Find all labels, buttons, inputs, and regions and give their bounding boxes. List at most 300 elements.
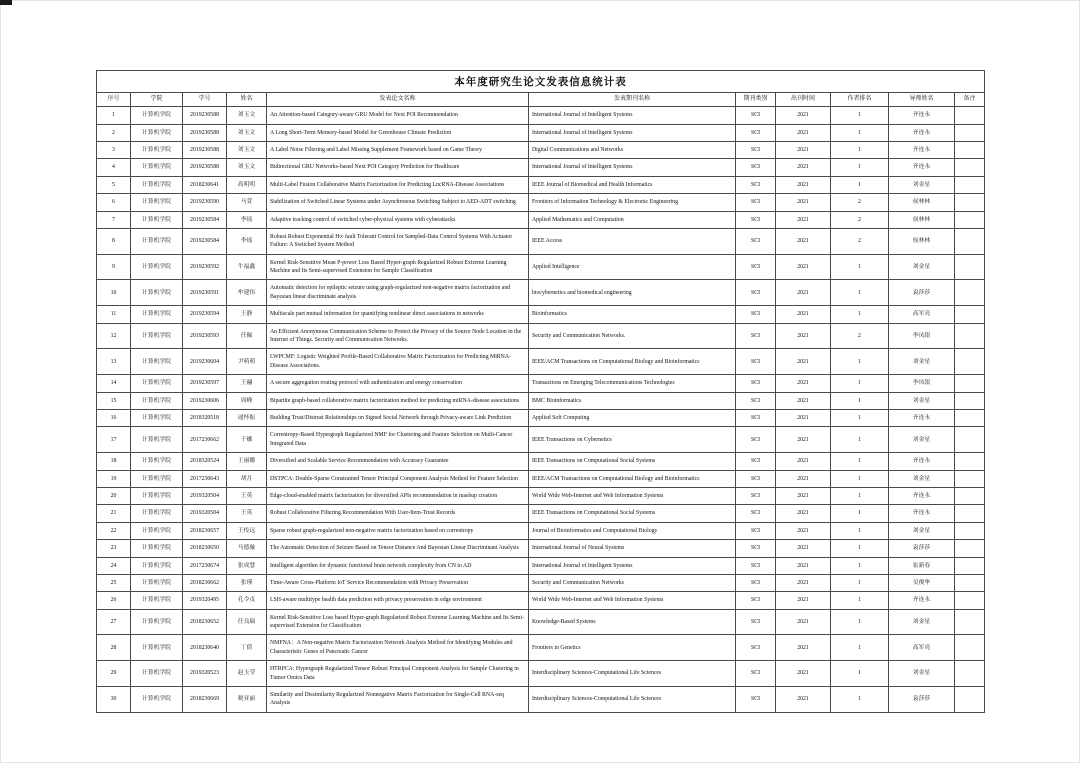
cell-paper-title: Building Trust/Distrust Relationships on Signed Social Network through Privacy-aware Link Prediction [267,410,529,427]
cell-index: 27 [97,609,131,635]
cell-publish-date: 2021 [776,574,831,591]
cell-index: 9 [97,254,131,280]
cell-index: 15 [97,392,131,409]
cell-college: 计算机学院 [131,487,183,504]
cell-advisor-name: 齐连永 [889,487,955,504]
cell-student-id: 2019230588 [183,124,227,141]
cell-author-rank: 2 [831,211,889,228]
cell-name: 逯怀振 [227,410,267,427]
cell-name: 周峰 [227,392,267,409]
cell-name: 王静 [227,306,267,323]
cell-name: 张成慧 [227,557,267,574]
cell-paper-title: Multiscale part mutual information for quantifying nonlinear direct associations in networks [267,306,529,323]
cell-author-rank: 1 [831,107,889,124]
cell-advisor-name: 刘金星 [889,176,955,193]
cell-college: 计算机学院 [131,609,183,635]
cell-journal-type: SCI [736,687,776,713]
table-row [97,194,985,211]
cell-paper-title: Robust Robust Exponential H∞ fault Tolerant Control for Sampled-Data Control Systems With Actuator Failure: A Switched System Method [267,228,529,254]
cell-paper-title: LSH-aware multitype health data prediction with privacy preservation in edge environment [267,592,529,609]
cell-name: 王传远 [227,522,267,539]
cell-author-rank: 1 [831,176,889,193]
cell-college: 计算机学院 [131,410,183,427]
cell-student-id: 2019230604 [183,349,227,375]
cell-journal-type: SCI [736,592,776,609]
cell-paper-title: DSTPCA: Double-Sparse Constrained Tensor Principal Component Analysis Method for Feature Selection [267,470,529,487]
cell-journal-type: SCI [736,176,776,193]
cell-name: 胡月 [227,470,267,487]
cell-journal-type: SCI [736,349,776,375]
cell-college: 计算机学院 [131,522,183,539]
col-college: 学院 [131,93,183,107]
table-row [97,687,985,713]
cell-student-id: 2019230588 [183,159,227,176]
cell-student-id: 2018230662 [183,574,227,591]
cell-student-id: 2018230650 [183,540,227,557]
table-row [97,453,985,470]
table-row [97,306,985,323]
cell-journal-type: SCI [736,141,776,158]
cell-advisor-name: 齐连永 [889,107,955,124]
cell-journal-type: SCI [736,375,776,392]
cell-student-id: 2018320524 [183,453,227,470]
cell-journal-name: International Journal of Intelligent Systems [529,124,736,141]
cell-college: 计算机学院 [131,540,183,557]
cell-remark [955,505,985,522]
cell-publish-date: 2021 [776,470,831,487]
cell-index: 21 [97,505,131,522]
cell-index: 17 [97,427,131,453]
col-journal-name: 发表期刊名称 [529,93,736,107]
document-sheet [96,70,984,713]
cell-remark [955,453,985,470]
cell-paper-title: Time-Aware Cross-Platform IoT Service Recommendation with Privacy Preservation [267,574,529,591]
cell-publish-date: 2021 [776,375,831,392]
cell-student-id: 2018320518 [183,410,227,427]
table-title-row [97,71,985,93]
cell-name: 马萱 [227,194,267,211]
table-row [97,410,985,427]
cell-publish-date: 2021 [776,124,831,141]
cell-journal-type: SCI [736,194,776,211]
cell-publish-date: 2021 [776,194,831,211]
cell-journal-name: IEEE Access [529,228,736,254]
cell-paper-title: Multi-Label Fusion Collaborative Matrix Factorization for Predicting LncRNA-Disease Associations [267,176,529,193]
cell-index: 3 [97,141,131,158]
cell-publish-date: 2021 [776,107,831,124]
table-row [97,470,985,487]
cell-paper-title: LWPCMF: Logistic Weighted Profile-Based Collaborative Matrix Factorization for Predicting MiRNA-Disease Associations. [267,349,529,375]
cell-name: 牛福鑫 [227,254,267,280]
cell-journal-name: Applied Soft Computing [529,410,736,427]
cell-journal-name: IEEE Journal of Biomedical and Health Informatics [529,176,736,193]
table-title: 本年度研究生论文发表信息统计表 [97,71,985,93]
cell-advisor-name: 吴俊华 [889,574,955,591]
cell-journal-name: Digital Communications and Networks [529,141,736,158]
cell-publish-date: 2021 [776,141,831,158]
cell-college: 计算机学院 [131,141,183,158]
cell-student-id: 2019230584 [183,211,227,228]
cell-remark [955,427,985,453]
cell-remark [955,323,985,349]
col-name: 姓名 [227,93,267,107]
cell-journal-type: SCI [736,159,776,176]
cell-journal-name: biocybernetics and biomedical engineering [529,280,736,306]
cell-paper-title: The Automatic Detection of Seizure Based on Tensor Distance And Bayesian Linear Discriminant Analysis [267,540,529,557]
cell-college: 计算机学院 [131,687,183,713]
cell-student-id: 2019320504 [183,505,227,522]
cell-journal-name: Applied Intelligence [529,254,736,280]
cell-remark [955,107,985,124]
table-body [97,107,985,713]
cell-advisor-name: 高军亮 [889,306,955,323]
cell-author-rank: 1 [831,470,889,487]
cell-publish-date: 2021 [776,159,831,176]
cell-publish-date: 2021 [776,609,831,635]
cell-college: 计算机学院 [131,211,183,228]
cell-journal-type: SCI [736,280,776,306]
cell-college: 计算机学院 [131,505,183,522]
cell-journal-name: IEEE/ACM Transactions on Computational Biology and Bioinformatics [529,349,736,375]
col-paper-title: 发表论文名称 [267,93,529,107]
cell-paper-title: A secure aggregation routing protocol with authentication and energy conservation [267,375,529,392]
table-row [97,540,985,557]
cell-journal-name: Security and Communication Networks. [529,323,736,349]
cell-paper-title: An Efficient Anonymous Communication Scheme to Protect the Privacy of the Source Node Location in the Internet of Things. Security and Communication Networks. [267,323,529,349]
cell-author-rank: 1 [831,159,889,176]
cell-author-rank: 1 [831,540,889,557]
cell-college: 计算机学院 [131,375,183,392]
cell-journal-type: SCI [736,228,776,254]
cell-journal-name: IEEE Transactions on Cybernetics [529,427,736,453]
cell-journal-name: BMC Bioinformatics [529,392,736,409]
cell-journal-name: International Journal of Neural Systems [529,540,736,557]
cell-journal-name: Applied Mathematics and Computation [529,211,736,228]
cell-advisor-name: 刘金星 [889,661,955,687]
cell-index: 16 [97,410,131,427]
cell-journal-type: SCI [736,661,776,687]
cell-student-id: 2019230597 [183,375,227,392]
cell-journal-type: SCI [736,609,776,635]
cell-paper-title: Diversified and Scalable Service Recommendation with Accuracy Guarantee [267,453,529,470]
cell-advisor-name: 齐连永 [889,141,955,158]
cell-name: 任佩 [227,323,267,349]
cell-publish-date: 2021 [776,306,831,323]
cell-index: 8 [97,228,131,254]
cell-author-rank: 1 [831,427,889,453]
cell-journal-type: SCI [736,427,776,453]
cell-advisor-name: 刘金星 [889,522,955,539]
cell-remark [955,141,985,158]
cell-index: 19 [97,470,131,487]
cell-name: 刘玉文 [227,159,267,176]
cell-journal-name: Knowledge-Based Systems [529,609,736,635]
cell-college: 计算机学院 [131,159,183,176]
cell-journal-type: SCI [736,124,776,141]
cell-paper-title: Bidirectional GRU Networks-based Next POI Category Prediction for Healthcare [267,159,529,176]
cell-advisor-name: 齐连永 [889,124,955,141]
cell-publish-date: 2021 [776,349,831,375]
cell-name: 王丽娜 [227,453,267,470]
cell-paper-title: A Label Noise Filtering and Label Missing Supplement Framework based on Game Theory [267,141,529,158]
cell-college: 计算机学院 [131,635,183,661]
cell-publish-date: 2021 [776,410,831,427]
cell-name: 李瑶 [227,228,267,254]
cell-name: 丁倩 [227,635,267,661]
col-journal-type: 期刊类别 [736,93,776,107]
cell-author-rank: 2 [831,194,889,211]
cell-advisor-name: 崔新春 [889,557,955,574]
cell-journal-name: World Wide Web-Internet and Web Information Systems [529,592,736,609]
cell-journal-type: SCI [736,453,776,470]
cell-name: 王英 [227,505,267,522]
cell-remark [955,349,985,375]
cell-author-rank: 1 [831,592,889,609]
col-index: 序号 [97,93,131,107]
cell-index: 24 [97,557,131,574]
cell-paper-title: HTRPCA: Hypergraph Regularized Tensor Robust Principal Component Analysis for Sample Clustering in Tumor Omics Data [267,661,529,687]
table-row [97,487,985,504]
cell-remark [955,124,985,141]
cell-journal-name: IEEE Transactions on Computational Social Systems [529,453,736,470]
cell-paper-title: Automatic detection for epileptic seizure using graph-regularized non-negative matrix factorization and Bayesian linear discriminate analysis [267,280,529,306]
cell-advisor-name: 齐连永 [889,592,955,609]
cell-advisor-name: 齐连永 [889,453,955,470]
cell-student-id: 2019230594 [183,306,227,323]
cell-remark [955,609,985,635]
cell-journal-type: SCI [736,505,776,522]
cell-publish-date: 2021 [776,687,831,713]
cell-author-rank: 1 [831,254,889,280]
cell-publish-date: 2021 [776,280,831,306]
cell-student-id: 2017230643 [183,470,227,487]
cell-name: 王翮 [227,375,267,392]
cell-journal-name: Bioinformatics [529,306,736,323]
table-row [97,254,985,280]
cell-author-rank: 1 [831,392,889,409]
cell-name: 李瑶 [227,211,267,228]
cell-paper-title: Kernel Risk-Sensitive Loss based Hyper-graph Regularized Robust Extreme Learning Machine and Its Semi-supervised Extension for Classification [267,609,529,635]
cell-paper-title: NMFNA：A Non-negative Matrix Factorization Network Analysis Method for Identifying Modules and Characteristic Genes of Pancreatic Cancer [267,635,529,661]
cell-journal-type: SCI [736,306,776,323]
cell-author-rank: 1 [831,375,889,392]
cell-advisor-name: 李凤银 [889,375,955,392]
cell-advisor-name: 袁莎莎 [889,540,955,557]
cell-paper-title: An Attention-based Category-aware GRU Model for Next POI Recommendation [267,107,529,124]
cell-author-rank: 1 [831,306,889,323]
cell-journal-type: SCI [736,557,776,574]
cell-remark [955,522,985,539]
cell-journal-name: Frontiers of Information Technology & Electronic Engineering [529,194,736,211]
cell-index: 12 [97,323,131,349]
cell-student-id: 2019320495 [183,592,227,609]
cell-name: 王英 [227,487,267,504]
cell-author-rank: 2 [831,228,889,254]
cell-publish-date: 2021 [776,392,831,409]
cell-journal-type: SCI [736,392,776,409]
cell-journal-name: IEEE/ACM Transactions on Computational Biology and Bioinformatics [529,470,736,487]
cell-index: 5 [97,176,131,193]
cell-name: 于娜 [227,427,267,453]
cell-publish-date: 2021 [776,427,831,453]
cell-publish-date: 2021 [776,635,831,661]
cell-student-id: 2019230591 [183,280,227,306]
cell-student-id: 2019320504 [183,487,227,504]
cell-author-rank: 1 [831,522,889,539]
cell-journal-name: Security and Communication Networks [529,574,736,591]
cell-advisor-name: 刘金星 [889,609,955,635]
cell-remark [955,487,985,504]
col-student-id: 学号 [183,93,227,107]
cell-author-rank: 1 [831,609,889,635]
cell-author-rank: 1 [831,574,889,591]
cell-remark [955,687,985,713]
cell-name: 刘玉文 [227,124,267,141]
cell-publish-date: 2021 [776,453,831,470]
cell-journal-name: International Journal of Intelligent Systems [529,159,736,176]
cell-index: 6 [97,194,131,211]
cell-journal-name: Interdisciplinary Sciences-Computational Life Sciences [529,661,736,687]
cell-publish-date: 2021 [776,661,831,687]
table-row [97,522,985,539]
cell-advisor-name: 刘金星 [889,254,955,280]
cell-author-rank: 1 [831,687,889,713]
cell-publish-date: 2021 [776,323,831,349]
cell-remark [955,661,985,687]
cell-paper-title: Edge-cloud-enabled matrix factorization for diversified APIs recommendation in mashup creation [267,487,529,504]
cell-remark [955,280,985,306]
cell-publish-date: 2021 [776,487,831,504]
cell-journal-name: Frontiers in Genetics [529,635,736,661]
cell-student-id: 2018230640 [183,635,227,661]
table-row [97,635,985,661]
cell-index: 30 [97,687,131,713]
table-row [97,349,985,375]
cell-college: 计算机学院 [131,228,183,254]
cell-name: 尹萌萌 [227,349,267,375]
cell-paper-title: Adaptive tracking control of switched cyber-physical systems with cyberattacks [267,211,529,228]
cell-remark [955,540,985,557]
cell-college: 计算机学院 [131,349,183,375]
cell-index: 14 [97,375,131,392]
cell-journal-type: SCI [736,323,776,349]
cell-journal-type: SCI [736,254,776,280]
cell-remark [955,592,985,609]
cell-advisor-name: 齐连永 [889,505,955,522]
cell-student-id: 2017230674 [183,557,227,574]
cell-college: 计算机学院 [131,176,183,193]
col-remark: 备注 [955,93,985,107]
cell-publish-date: 2021 [776,254,831,280]
cell-paper-title: Sparse robust graph-regularized non-negative matrix factorization based on correntropy [267,522,529,539]
cell-journal-type: SCI [736,522,776,539]
cell-author-rank: 1 [831,661,889,687]
cell-college: 计算机学院 [131,323,183,349]
cell-college: 计算机学院 [131,574,183,591]
cell-college: 计算机学院 [131,392,183,409]
table-row [97,427,985,453]
cell-author-rank: 1 [831,124,889,141]
cell-author-rank: 2 [831,323,889,349]
cell-author-rank: 1 [831,280,889,306]
cell-journal-type: SCI [736,574,776,591]
cell-index: 18 [97,453,131,470]
cell-student-id: 2019230584 [183,228,227,254]
cell-journal-type: SCI [736,635,776,661]
cell-journal-name: IEEE Transactions on Computational Social Systems [529,505,736,522]
cell-advisor-name: 侯林林 [889,194,955,211]
cell-student-id: 2018230641 [183,176,227,193]
col-author-rank: 作者排名 [831,93,889,107]
cell-advisor-name: 齐连永 [889,410,955,427]
cell-college: 计算机学院 [131,557,183,574]
cell-remark [955,410,985,427]
cell-paper-title: Bipartite graph-based collaborative matrix factorization method for predicting miRNA-disease associations [267,392,529,409]
cell-college: 计算机学院 [131,661,183,687]
cell-advisor-name: 刘金星 [889,427,955,453]
cell-author-rank: 1 [831,487,889,504]
cell-college: 计算机学院 [131,124,183,141]
cell-remark [955,176,985,193]
table-row [97,592,985,609]
cell-remark [955,306,985,323]
cell-student-id: 2018230657 [183,522,227,539]
table-row [97,159,985,176]
cell-student-id: 2019230590 [183,194,227,211]
cell-paper-title: Similarity and Dissimilarity Regularized Nonnegative Matrix Factorization for Single-Cell RNA-seq Analysis [267,687,529,713]
cell-remark [955,470,985,487]
cell-publish-date: 2021 [776,228,831,254]
cell-name: 张瑾 [227,574,267,591]
cell-college: 计算机学院 [131,107,183,124]
screen-corner-artifact [0,0,12,5]
table-row [97,505,985,522]
cell-author-rank: 1 [831,453,889,470]
cell-index: 11 [97,306,131,323]
cell-student-id: 2019230592 [183,254,227,280]
cell-index: 23 [97,540,131,557]
cell-remark [955,574,985,591]
publication-stats-table [96,70,985,713]
cell-journal-name: Interdisciplinary Sciences-Computational Life Sciences [529,687,736,713]
cell-index: 29 [97,661,131,687]
cell-index: 4 [97,159,131,176]
cell-paper-title: Correntropy-Based Hypergraph Regularized NMF for Clustering and Feature Selection on Multi-Cancer Integrated Data [267,427,529,453]
cell-name: 马德璇 [227,540,267,557]
cell-index: 28 [97,635,131,661]
cell-advisor-name: 袁莎莎 [889,280,955,306]
cell-name: 牟建伟 [227,280,267,306]
cell-author-rank: 1 [831,557,889,574]
cell-index: 13 [97,349,131,375]
cell-paper-title: Intelligent algorithm for dynamic functional brain network complexity from CN to AD [267,557,529,574]
cell-college: 计算机学院 [131,592,183,609]
cell-name: 刘玉文 [227,107,267,124]
cell-name: 赵玉莹 [227,661,267,687]
cell-college: 计算机学院 [131,254,183,280]
cell-journal-name: Journal of Bioinformatics and Computational Biology [529,522,736,539]
cell-journal-type: SCI [736,107,776,124]
cell-paper-title: Stabilization of Switched Linear Systems under Asynchronous Switching Subject to AED-ADT switching [267,194,529,211]
cell-index: 26 [97,592,131,609]
cell-paper-title: A Long Short-Term Memory-based Model for Greenhouse Climate Prediction [267,124,529,141]
cell-index: 2 [97,124,131,141]
cell-advisor-name: 刘金星 [889,470,955,487]
cell-student-id: 2019230606 [183,392,227,409]
cell-college: 计算机学院 [131,306,183,323]
table-row [97,228,985,254]
cell-student-id: 2019230588 [183,141,227,158]
